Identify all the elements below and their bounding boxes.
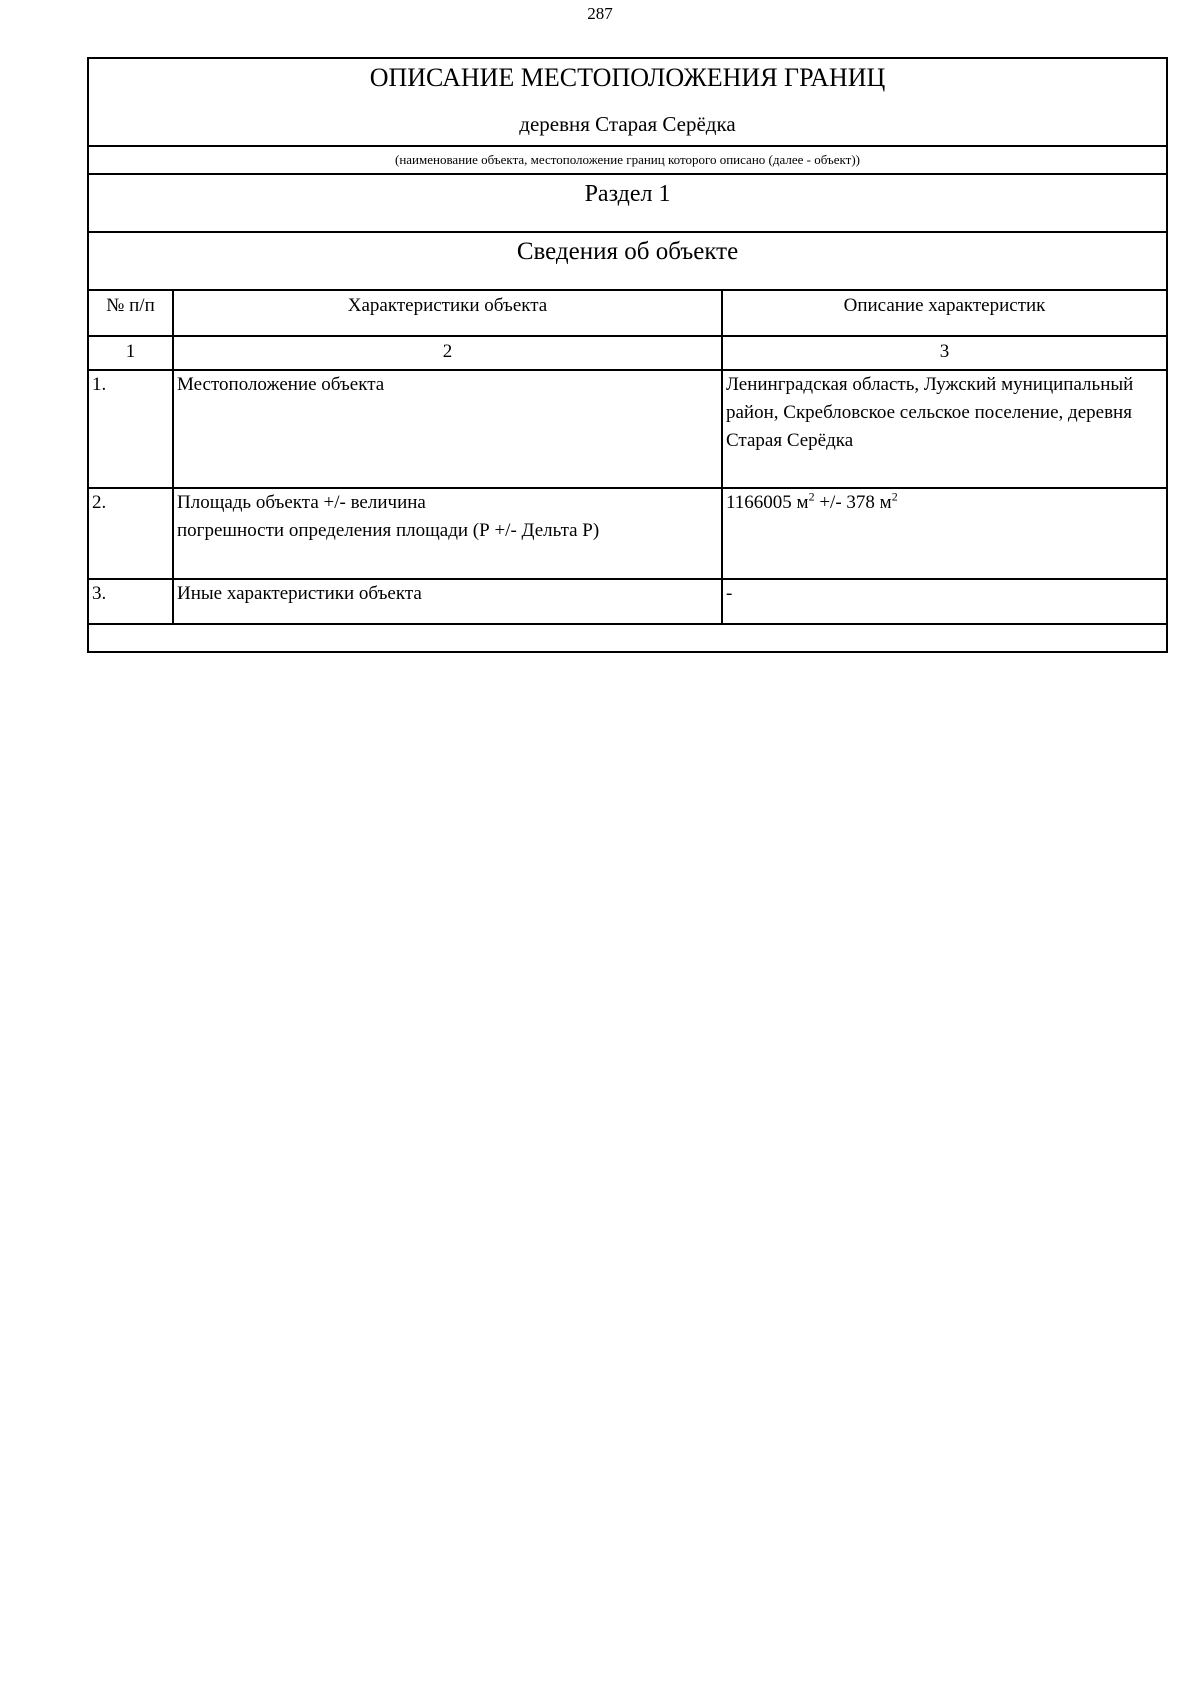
row-characteristic [173,488,722,579]
row-description: - [722,579,1167,624]
table-row [88,488,1167,579]
column-number-2: 2 [173,336,722,370]
area-tolerance: +/- 378 м [814,492,892,513]
column-number-row [88,336,1167,370]
row-number: 2. [88,488,173,579]
empty-cell [88,624,1167,652]
column-number-1: 1 [88,336,173,370]
row-characteristic: Местоположение объекта [173,370,722,488]
area-exponent: 2 [808,489,815,504]
row-number: 1. [88,370,173,488]
caption-row [88,146,1167,174]
table-row [88,579,1167,624]
row-characteristic: Иные характеристики объекта [173,579,722,624]
section-title-row [88,232,1167,290]
title-row [88,58,1167,146]
table-row [88,370,1167,488]
document-title: ОПИСАНИЕ МЕСТОПОЛОЖЕНИЯ ГРАНИЦ [369,63,886,92]
boundary-description-table [87,57,1168,653]
header-characteristics: Характеристики объекта [173,290,722,336]
row-number: 3. [88,579,173,624]
area-tolerance-exponent: 2 [891,489,898,504]
column-number-3: 3 [722,336,1167,370]
characteristic-line-1: Площадь объекта +/- величина [177,492,426,513]
row-description [722,488,1167,579]
object-caption: (наименование объекта, местоположение границ которого описано (далее - объект)) [88,146,1167,174]
object-name: деревня Старая Серёдка [519,112,736,136]
header-description: Описание характеристик [722,290,1167,336]
area-value: 1166005 м [726,492,809,513]
section-title: Сведения об объекте [88,232,1167,290]
section-label: Раздел 1 [88,174,1167,232]
header-num: № п/п [88,290,173,336]
characteristic-line-2: погрешности определения площади (Р +/- Дельта Р) [177,520,600,541]
empty-row [88,624,1167,652]
section-row [88,174,1167,232]
page-number: 287 [587,4,613,23]
title-cell [88,58,1167,146]
row-description: Ленинградская область, Лужский муниципальный район, Скребловское сельское поселение, деревня Старая Серёдка [722,370,1167,488]
header-row [88,290,1167,336]
